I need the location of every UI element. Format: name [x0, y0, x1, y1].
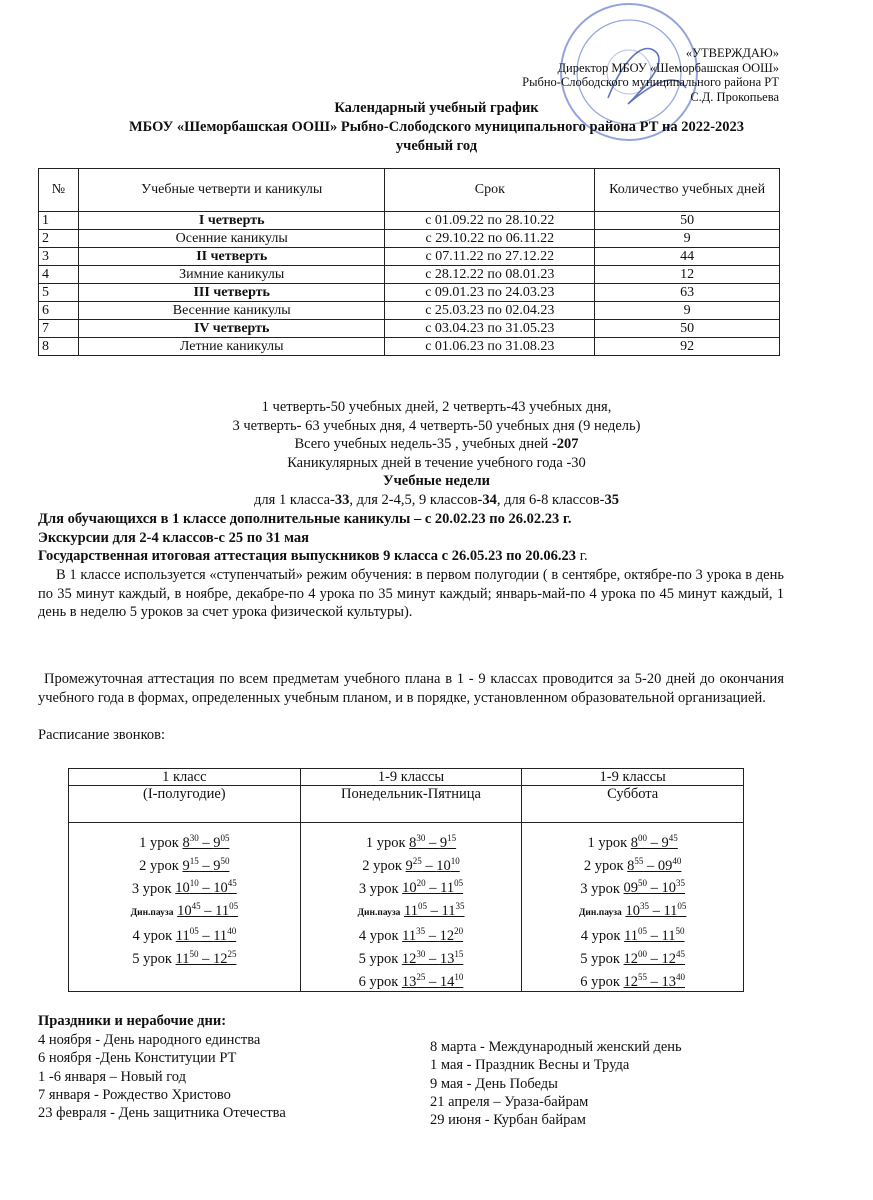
- bells-col3-lessons: [522, 823, 744, 992]
- hours: 11: [661, 928, 676, 945]
- table-row: [39, 212, 780, 230]
- pause-label: Дин.пауза: [578, 908, 622, 919]
- row-days: 92: [595, 338, 780, 356]
- lesson-range: $12^{30} - 13^{15}$: [401, 949, 464, 967]
- minutes: 20: [416, 878, 426, 889]
- bells-col1-sub: (I-полугодие): [69, 786, 301, 823]
- holidays-left-list: [38, 1031, 286, 1122]
- lesson-label: 2 урок: [583, 857, 628, 874]
- hours: 8: [409, 834, 417, 851]
- hours: 9: [661, 834, 669, 851]
- lesson-label: 2 урок: [139, 857, 183, 874]
- minutes: 50: [638, 878, 648, 889]
- row-dates: с 09.01.23 по 24.03.23: [385, 284, 595, 302]
- minutes: 35: [676, 878, 686, 889]
- weeks-d: 34: [482, 491, 497, 508]
- hours: 09: [657, 857, 673, 874]
- header-number: №: [39, 169, 79, 212]
- lesson-range: $8^{30} - 9^{05}$: [182, 833, 230, 851]
- bells-col2-lessons: [300, 823, 522, 992]
- approval-signature-name: С.Д. Прокопьева: [690, 89, 779, 104]
- lesson-label: 1 урок: [365, 834, 410, 851]
- extra-holidays-note: Для обучающихся в 1 классе дополнительные каникулы – с 20.02.23 по 26.02.23 г.: [38, 511, 572, 527]
- row-dates: с 28.12.22 по 08.01.23: [385, 266, 595, 284]
- holiday-item: 4 ноября - День народного единства: [38, 1032, 261, 1048]
- lesson-range: $10^{10} - 10^{45}$: [175, 878, 237, 897]
- approval-block: [522, 46, 779, 104]
- weeks-c: , для 2-4,5, 9 классов-: [349, 491, 483, 508]
- lesson-label: 5 урок: [358, 950, 402, 967]
- lesson-time: [524, 852, 741, 875]
- lesson-range: $10^{45} - 11^{05}$: [177, 901, 239, 920]
- bells-col1-head: 1 класс: [69, 769, 301, 786]
- row-number: 3: [39, 248, 79, 266]
- lesson-range: $10^{20} - 11^{05}$: [402, 878, 464, 897]
- row-number: 7: [39, 320, 79, 338]
- title-line-1: Календарный учебный график: [334, 100, 539, 116]
- bells-col3-head: 1-9 классы: [522, 769, 744, 786]
- minutes: 25: [416, 971, 426, 982]
- summary-line-4: Каникулярных дней в течение учебного года -30: [287, 454, 586, 471]
- summary-line-3: [0, 435, 873, 454]
- hours: 12: [623, 973, 639, 990]
- hours: 11: [663, 903, 678, 920]
- table-row: [39, 320, 780, 338]
- holiday-item: 1 -6 января – Новый год: [38, 1068, 187, 1085]
- intermediate-attestation-paragraph: Промежуточная аттестация по всем предметам учебного плана в 1 - 9 классах проводится за 5-20 дней до окончания учебного года в формах, определенных учебным планом, и в порядке, установленном образовательной организацией.: [38, 671, 784, 706]
- hours: 8: [630, 834, 639, 851]
- row-days: 9: [595, 230, 780, 248]
- holidays-right-list: [430, 1038, 682, 1129]
- lesson-range: $8^{55} - 09^{40}$: [627, 855, 682, 874]
- lesson-label: 5 урок: [132, 950, 176, 967]
- row-number: 6: [39, 302, 79, 320]
- lesson-time: [303, 875, 520, 898]
- hours: 11: [175, 928, 190, 945]
- row-number: 2: [39, 230, 79, 248]
- hours: 9: [213, 857, 221, 874]
- hours: 10: [175, 880, 190, 897]
- hours: 8: [182, 834, 190, 851]
- minutes: 45: [191, 901, 201, 912]
- summary-weeks-text: Всего учебных недель-35 , учебных дней: [294, 436, 552, 452]
- header-dates: Срок: [385, 169, 595, 212]
- lesson-range: $8^{30} - 9^{15}$: [409, 833, 457, 851]
- title-line-3: учебный год: [395, 138, 478, 154]
- hours: 11: [215, 903, 230, 920]
- lesson-time: [524, 968, 741, 991]
- hours: 12: [212, 950, 228, 967]
- summary-block: [0, 398, 873, 509]
- hours: 12: [661, 950, 677, 967]
- lesson-label: 5 урок: [580, 950, 624, 967]
- lesson-range: $12^{00} - 12^{45}$: [623, 949, 686, 967]
- lesson-label: 4 урок: [358, 928, 403, 945]
- lesson-range: $10^{35} - 11^{05}$: [625, 901, 687, 920]
- hours: 11: [441, 903, 456, 920]
- bells-header-row-2: [69, 786, 744, 823]
- minutes: 55: [634, 855, 644, 866]
- row-days: 63: [595, 284, 780, 302]
- holiday-item: 23 февраля - День защитника Отечества: [38, 1105, 286, 1122]
- row-days: 44: [595, 248, 780, 266]
- hours: 11: [624, 928, 639, 945]
- bells-title: Расписание звонков:: [38, 727, 166, 743]
- holiday-item: 9 мая - День Победы: [430, 1075, 558, 1092]
- lesson-range: $12^{55} - 13^{40}$: [623, 971, 686, 990]
- document-title: [0, 99, 873, 156]
- row-days: 50: [595, 320, 780, 338]
- row-period-name: IV четверть: [78, 320, 385, 338]
- minutes: 10: [454, 971, 464, 982]
- hours: 8: [627, 857, 635, 874]
- quarters-table-body: [39, 212, 780, 356]
- lesson-range: $11^{05} - 11^{35}$: [404, 901, 465, 920]
- lesson-range: $11^{05} - 11^{40}$: [175, 926, 237, 945]
- hours: 12: [401, 950, 417, 967]
- minutes: 40: [676, 971, 686, 982]
- lesson-range: $09^{50} - 10^{35}$: [623, 878, 686, 897]
- minutes: 15: [189, 855, 199, 866]
- lesson-range: $11^{50} - 12^{25}$: [175, 949, 237, 967]
- minutes: 05: [229, 901, 239, 912]
- weeks-line: [0, 491, 873, 510]
- holiday-item: 6 ноября -День Конституции РТ: [38, 1050, 237, 1067]
- row-period-name: I четверть: [78, 212, 385, 230]
- lesson-time: [71, 829, 298, 852]
- minutes: 25: [227, 949, 237, 960]
- hours: 12: [439, 928, 455, 945]
- minutes: 10: [450, 855, 460, 866]
- lesson-label: 1 урок: [139, 834, 183, 851]
- lesson-time: [71, 852, 298, 875]
- row-days: 9: [595, 302, 780, 320]
- minutes: 05: [638, 926, 648, 937]
- hours: 14: [439, 973, 455, 990]
- summary-days-value: -207: [551, 436, 579, 452]
- row-dates: с 29.10.22 по 06.11.22: [385, 230, 595, 248]
- row-dates: с 07.11.22 по 27.12.22: [385, 248, 595, 266]
- weeks-b: 33: [334, 491, 350, 508]
- attestation-tail: г.: [576, 548, 588, 564]
- minutes: 30: [416, 949, 426, 960]
- minutes: 00: [638, 833, 648, 843]
- lesson-time: [303, 829, 520, 852]
- hours: 10: [402, 880, 417, 897]
- minutes: 55: [638, 971, 648, 982]
- table-row: [39, 266, 780, 284]
- bells-col1-lessons: [69, 823, 301, 992]
- lesson-time: [303, 852, 520, 875]
- dynamic-pause: [71, 897, 298, 922]
- bells-header-row-1: [69, 769, 744, 786]
- hours: 10: [177, 903, 192, 920]
- hours: 10: [213, 880, 228, 897]
- lesson-time: [303, 945, 520, 968]
- row-dates: с 01.09.22 по 28.10.22: [385, 212, 595, 230]
- minutes: 30: [189, 833, 199, 843]
- hours: 11: [175, 950, 190, 967]
- table-row: [39, 284, 780, 302]
- minutes: 35: [416, 926, 426, 937]
- lesson-label: 3 урок: [580, 880, 624, 897]
- weeks-e: , для 6-8 классов-: [496, 491, 605, 508]
- lesson-range: $11^{05} - 11^{50}$: [624, 926, 685, 945]
- row-period-name: Зимние каникулы: [78, 266, 385, 284]
- lesson-label: 4 урок: [580, 928, 625, 945]
- row-days: 12: [595, 266, 780, 284]
- lesson-time: [71, 875, 298, 898]
- summary-line-2: 3 четверть- 63 учебных дня, 4 четверть-50 учебных дня (9 недель): [232, 417, 641, 434]
- row-period-name: III четверть: [78, 284, 385, 302]
- table-row: [39, 248, 780, 266]
- lesson-time: [71, 945, 298, 968]
- hours: 9: [439, 834, 448, 851]
- lesson-range: $11^{35} - 12^{20}$: [402, 926, 464, 945]
- bells-col2-sub: Понедельник-Пятница: [300, 786, 522, 823]
- summary-line-1: 1 четверть-50 учебных дней, 2 четверть-43 учебных дня,: [261, 399, 612, 415]
- header-period-name: Учебные четверти и каникулы: [78, 169, 385, 212]
- minutes: 15: [454, 949, 464, 960]
- step-mode-paragraph: В 1 классе используется «ступенчатый» режим обучения: в первом полугодии ( в сентябре, октябре-по 3 урока в день по 35 минут каждый, в ноябре, декабре-по 4 урока по 35 минут каждый; январь-май-по 4 урока по 45 минут каждый, 1 день в неделю 5 уроков за счет урока физической культуры).: [38, 567, 784, 620]
- row-period-name: Осенние каникулы: [78, 230, 385, 248]
- minutes: 45: [676, 949, 686, 960]
- minutes: 25: [412, 855, 422, 866]
- holidays-title: Праздники и нерабочие дни:: [38, 1013, 227, 1029]
- header-days: Количество учебных дней: [595, 169, 780, 212]
- hours: 11: [440, 880, 455, 897]
- row-number: 4: [39, 266, 79, 284]
- weeks-title: Учебные недели: [382, 473, 491, 489]
- bells-table: [68, 768, 744, 992]
- minutes: 50: [675, 926, 685, 937]
- pause-label: Дин.пауза: [357, 908, 401, 919]
- holiday-item: 1 мая - Праздник Весны и Труда: [430, 1057, 630, 1074]
- holiday-item: 8 марта - Международный женский день: [430, 1039, 682, 1055]
- row-dates: с 01.06.23 по 31.08.23: [385, 338, 595, 356]
- holiday-item: 21 апреля – Ураза-байрам: [430, 1093, 589, 1110]
- hours: 10: [436, 857, 451, 874]
- lesson-time: [524, 922, 741, 945]
- minutes: 15: [447, 833, 457, 843]
- quarters-table-header: [39, 169, 780, 212]
- table-row: [39, 230, 780, 248]
- minutes: 00: [638, 949, 648, 960]
- minutes: 05: [189, 926, 199, 937]
- lesson-time: [303, 968, 520, 991]
- row-number: 5: [39, 284, 79, 302]
- quarters-table: [38, 168, 780, 356]
- lesson-time: [524, 875, 741, 898]
- lesson-range: $13^{25} - 14^{10}$: [401, 971, 464, 990]
- dynamic-pause: [303, 897, 520, 922]
- hours: 9: [405, 857, 413, 874]
- lesson-label: 6 урок: [358, 973, 402, 990]
- minutes: 50: [189, 949, 199, 960]
- lesson-range: $8^{00} - 9^{45}$: [630, 833, 678, 851]
- hours: 13: [439, 950, 455, 967]
- table-row: [39, 338, 780, 356]
- row-number: 1: [39, 212, 79, 230]
- hours: 13: [401, 973, 417, 990]
- bells-col3-sub: Суббота: [522, 786, 744, 823]
- approval-region: Рыбно-Слободского муниципального района РТ: [522, 75, 779, 89]
- attestation-text: Государственная итоговая аттестация выпускников 9 класса с 26.05.23 по 20.06.23: [38, 548, 577, 564]
- attestation-note: [38, 547, 784, 566]
- lesson-label: 4 урок: [132, 928, 176, 945]
- hours: 13: [661, 973, 677, 990]
- weeks-f: 35: [604, 491, 619, 508]
- row-period-name: II четверть: [78, 248, 385, 266]
- hours: 11: [213, 928, 228, 945]
- minutes: 45: [227, 878, 237, 889]
- excursions-note: Экскурсии для 2-4 классов-с 25 по 31 мая: [38, 530, 309, 546]
- row-period-name: Летние каникулы: [78, 338, 385, 356]
- minutes: 20: [454, 926, 464, 937]
- dynamic-pause: [524, 897, 741, 922]
- row-dates: с 03.04.23 по 31.05.23: [385, 320, 595, 338]
- row-number: 8: [39, 338, 79, 356]
- lesson-time: [524, 829, 741, 852]
- title-line-2: МБОУ «Шеморбашская ООШ» Рыбно-Слободского муниципального района РТ на 2022-2023: [128, 119, 745, 135]
- lesson-label: 1 урок: [587, 834, 631, 851]
- table-row: [39, 302, 780, 320]
- minutes: 40: [227, 926, 237, 937]
- holiday-item: 7 января - Рождество Христово: [38, 1086, 231, 1103]
- lesson-label: 3 урок: [358, 880, 403, 897]
- lesson-time: [303, 922, 520, 945]
- lesson-time: [524, 945, 741, 968]
- row-days: 50: [595, 212, 780, 230]
- lesson-label: 6 урок: [580, 973, 624, 990]
- hours: 12: [623, 950, 639, 967]
- hours: 9: [182, 857, 190, 874]
- lesson-range: $9^{25} - 10^{10}$: [405, 855, 460, 874]
- minutes: 30: [416, 833, 426, 843]
- row-dates: с 25.03.23 по 02.04.23: [385, 302, 595, 320]
- hours: 9: [213, 834, 221, 851]
- minutes: 40: [672, 855, 682, 866]
- minutes: 45: [668, 833, 678, 843]
- minutes: 35: [455, 901, 465, 912]
- lesson-range: $9^{15} - 9^{50}$: [182, 855, 230, 874]
- minutes: 05: [418, 901, 427, 912]
- minutes: 10: [189, 878, 199, 889]
- approval-title: «УТВЕРЖДАЮ»: [685, 46, 779, 60]
- minutes: 35: [639, 901, 649, 912]
- bells-body-row: [69, 823, 744, 992]
- minutes: 05: [220, 833, 230, 843]
- lesson-time: [71, 922, 298, 945]
- hours: 09: [623, 880, 639, 897]
- lesson-label: 2 урок: [362, 857, 406, 874]
- lesson-label: 3 урок: [131, 880, 176, 897]
- bells-col2-head: 1-9 классы: [300, 769, 522, 786]
- pause-label: Дин.пауза: [130, 908, 174, 919]
- row-period-name: Весенние каникулы: [78, 302, 385, 320]
- hours: 11: [402, 928, 417, 945]
- weeks-a: для 1 класса-: [254, 491, 335, 508]
- hours: 10: [625, 903, 640, 920]
- minutes: 05: [454, 878, 464, 889]
- holiday-item: 29 июня - Курбан байрам: [430, 1112, 586, 1129]
- minutes: 05: [677, 901, 687, 912]
- hours: 11: [404, 903, 418, 920]
- hours: 10: [661, 880, 677, 897]
- approval-position: Директор МБОУ «Шеморбашская ООШ»: [557, 60, 779, 75]
- minutes: 50: [220, 855, 230, 866]
